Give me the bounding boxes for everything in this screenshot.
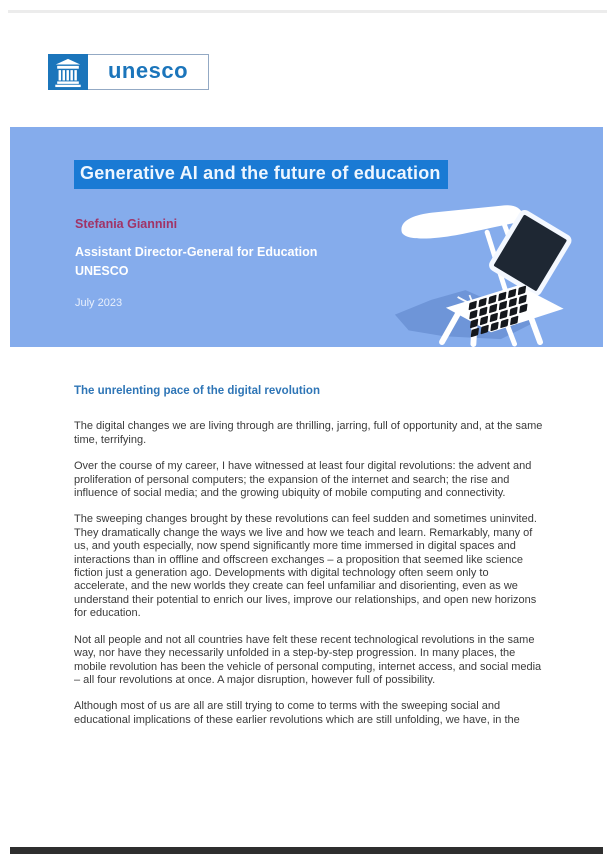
author-role [75,243,317,281]
paragraph-2: Over the course of my career, I have witnessed at least four digital revolutions: the advent and proliferation of personal computers; the expansion of the internet and search; the rise and influence of social media; and the growing ubiquity of mobile computing and connectivity. [74,460,532,500]
author-role-line1: Assistant Director-General for Education [75,245,318,259]
paragraph-4: Not all people and not all countries have felt these recent technological revolutions in the same way, nor have they necessarily unfolded in a step-by-step progression. In many places, the mobile revolution has been the vehicle of personal computing, internet access, and social media – all four revolutions at once. A major disruption, however full of possibility. [74,633,542,686]
page-bottom-bar [10,847,603,854]
unesco-wordmark-box [88,54,209,90]
chair-laptop-illustration [385,195,600,347]
section-heading: The unrelenting pace of the digital revolution [74,385,320,397]
document-title: Generative AI and the future of education [74,160,448,189]
top-divider [8,10,607,13]
unesco-wordmark: unesco [107,58,189,83]
unesco-logo [48,54,209,90]
document-body [74,385,544,740]
author-name: Stefania Giannini [75,217,178,231]
publication-date: July 2023 [75,297,123,309]
unesco-temple-icon [48,54,88,90]
author-role-line2: UNESCO [75,264,129,278]
paragraph-3: The sweeping changes brought by these revolutions can feel sudden and sometimes uninvited. They dramatically change the ways we live and how we teach and learn. Remarkably, many of us, and youth especially, now spend significantly more time immersed in digital spaces and interactions than in offline and offscreen exchanges – a proposition that seemed like science fiction just a generation ago. Developments with digital technology often seem only to accelerate, and the new worlds they create can feel unfamiliar and disorienting, even as we understand their potential to enrich our lives, improve our relationships, and open new horizons for education. [74,513,537,620]
paragraph-5: Although most of us are all are still trying to come to terms with the sweeping social and educational implications of these earlier revolutions which are still unfolding, we have, in the [74,700,520,726]
paragraph-1: The digital changes we are living through are thrilling, jarring, full of opportunity and, at the same time, terrifying. [74,420,543,446]
cover-banner [10,127,603,347]
